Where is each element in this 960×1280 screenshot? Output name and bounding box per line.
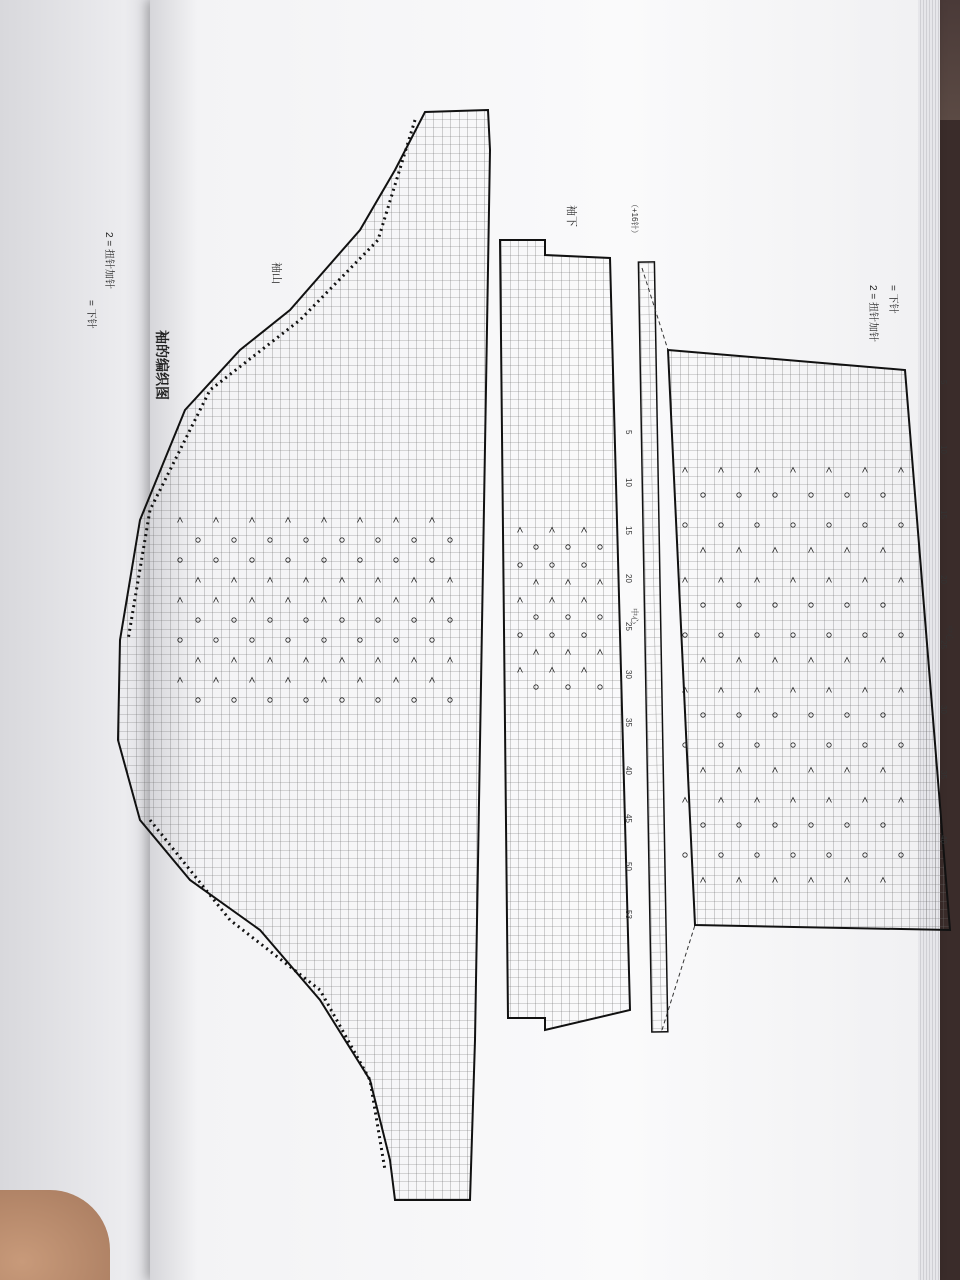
detail-column-number: 20 — [939, 575, 948, 584]
detail-column-number: 25 — [939, 640, 948, 649]
stitch-mark — [683, 853, 687, 857]
column-number: 40 — [624, 766, 633, 775]
column-number: 5 — [624, 430, 633, 435]
bottom-legend-1-symbol: 2 — [867, 285, 878, 291]
center-label-bottom: 中心 — [945, 625, 954, 641]
center-label-top: 中心 — [630, 608, 639, 624]
bottom-legend-1-text: = 扭针加针 — [867, 293, 878, 342]
detail-column-number: 15 — [939, 510, 948, 519]
column-number: 30 — [624, 670, 633, 679]
sleeve-cap-chart — [118, 110, 490, 1200]
bottom-legend-2 — [887, 285, 902, 314]
column-number: 45 — [624, 814, 633, 823]
stitch-mark — [683, 798, 688, 803]
column-number: 20 — [624, 574, 633, 583]
chart-title: 袖的编织图 — [154, 330, 170, 400]
left-legend-1-symbol: 2 — [103, 232, 114, 238]
increase-note: （+16针） — [630, 200, 639, 238]
center-strip — [638, 262, 667, 1032]
detail-column-number: 35 — [939, 770, 948, 779]
sleeve-lower-label: 袖下 — [565, 205, 577, 227]
bottom-detail-chart — [668, 350, 950, 930]
detail-column-number: 5 — [939, 380, 948, 385]
bottom-legend-2-text: = 下针 — [887, 285, 898, 314]
left-legend-1-text: = 扭针加针 — [103, 240, 114, 289]
column-number: 25 — [624, 622, 633, 631]
column-number: 50 — [624, 862, 633, 871]
detail-column-number: 10 — [939, 445, 948, 454]
left-legend-2-text: = 下针 — [85, 300, 96, 329]
column-number: 53 — [624, 910, 633, 919]
detail-column-number: 40 — [939, 835, 948, 844]
column-number: 35 — [624, 718, 633, 727]
sleeve-lower-chart — [500, 240, 630, 1030]
column-number: 10 — [624, 478, 633, 487]
column-number: 15 — [624, 526, 633, 535]
detail-column-number: 30 — [939, 705, 948, 714]
sleeve-cap-label: 袖山 — [270, 262, 282, 284]
bottom-legend-1 — [867, 285, 882, 342]
